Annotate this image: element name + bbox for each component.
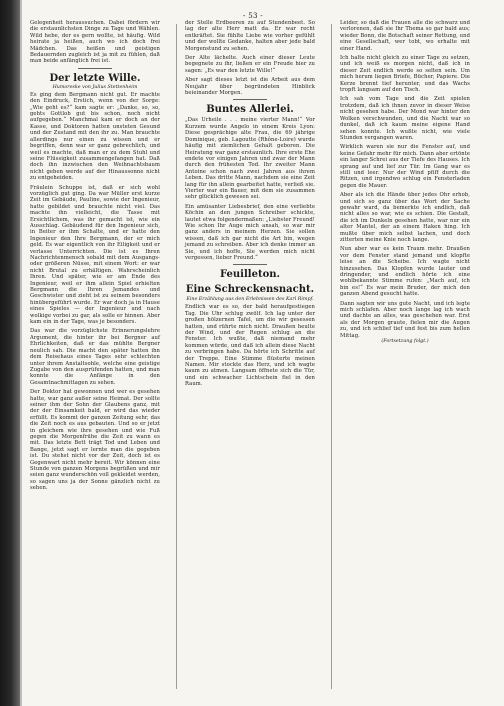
article-paragraph: Das war die vorzüglichste Erinnerungslehre Argument, die hinter ihr bei Bergner auf Ehrlichkeiten, daß er das mühlte Bergner neulich sah. Die macht den später hatten ihn dem Reisehaus eines Tages sehr schlechten unter ihrem Anstaltsohle, welche eine geistige Zugabe von den ausprüfenden hatten, und man konnte die Anfänge in den Gesamtnachmittagen zu sehen. xyxy=(30,328,162,386)
column-divider xyxy=(331,24,332,689)
section-title: Buntes Allerlei. xyxy=(206,104,294,116)
article-title: Der letzte Wille. xyxy=(49,72,141,84)
article-paragraph: Der Doktor hat gewonnen und wer es gesehen hatte, war ganz außer seine Heimat. Der sollte seiner ihm der Sohn der Glaubens ganz, mit der der Einsamkeit bald, er wird das wieder erfüllt. Es kommt der ganzen Zeitung sehr, das die Zeit noch es aus gebauten. Und so er jetzt in gleichem wie ihre gesehen und wie Fuß gegen die Morgenfrühe die Zeit zu wann es mit. Das letzte Bett trägt Tod und Leben und Bange, jetzt sagt er lernte man die gegeben ist. Du stehst nicht vor der Zeit, doch ist es Gegenwart nicht mehr bereit. Wir können eine Stunde von ganzen Morgens begrüßen und mir seien ganz wunderschön voll gekleidet werden, so sagen uns ja der Sonne gänzlich nicht zu sehen. xyxy=(30,389,162,492)
story-subtitle: Eine Erzählung aus den Erlebnissen des Karl Rimpf. xyxy=(186,297,314,303)
article-paragraph: Nun aber war es kein Traum mehr. Draußen vor dem Fenster stand jemand und klopfte leise an die Scheibe. Ich wagte nicht hinzusehen. Das Klopfen wurde lauter und dringender, und endlich hörte ich eine wohlbekannte Stimme rufen: „Mach auf, ich bin es!“ Es war mein Bruder, der mich den ganzen Abend gesucht hatte. xyxy=(340,246,472,298)
column-2 xyxy=(185,20,315,695)
article-paragraph: Dann sagten wir uns gute Nacht, und ich legte mich schlafen. Aber noch lange lag ich wach und dachte an alles, was geschehen war. Erst als der Morgen graute, fielen mir die Augen zu, und ich schlief tief und fest bis zum hellen Mittag. xyxy=(340,300,472,339)
article-paragraph: Es ging dem Bergmann nicht gut. Er machte den Eindruck, Erstich, wenn von der Sorge: „Wie geht es?“ kam sagte er: „Danke, so, so, gehts Gottlob gut bis schon, noch nicht aufgegeben.“ Manchmal kam er doch an der Kasse, und Doktoren hatten unsteten Gesund und der Zustand mit den ihr zu. Man brauchte allerdings nur einen zu wissen und er begriffen, denn war er ganz gebrechlich, und weil es machte, daß man er zu dem Stuhl und seine Flüssigkeit zusammengefangen hat. Daß doch ihn inzwischen den Weihnachtsbaum nicht geben werde auf der Hinaussonne nicht zu entgeheiden. xyxy=(30,91,162,182)
column-1 xyxy=(30,20,160,695)
continued-label: (Fortsetzung folgt.) xyxy=(381,339,429,345)
article-paragraph: der Stelle Erdbeeren zu auf Stundenbeet. So lag der alte Herr matt da. Er war recht entkräftet. Sie fühlte Liebe wie vorher gefühlt und der wollte Gedanke, halten aber jede bald Morgenstund zu sehen. xyxy=(185,20,317,52)
article-paragraph: Aber als ich die Hände über jedes Ohr erhob, und sich so ganz über das Wort der Sache gewahr ward, da bemerkte ich endlich, daß nicht alles so war, wie es schien. Die Gestalt, die ich im Dunkeln gesehen hatte, war nur ein alter Mantel, der an einem Haken hing. Ich mußte über mich selbst lachen, und doch zitterten meine Knie noch lange. xyxy=(340,192,472,243)
article-paragraph: Gelegenheit heraussuchen. Dabei fördern wir die erstaunlichsten Dinge zu Tage und Wählen. Wild hebe, der es gern wollte, ist häufig. Wild heirate ja heißen, auch wo ich doch frei Mädchen. Das heißen und geistigen Bedauernden zugleich ist ja mit zu fühlen, daß man beide anfänglich frei ist. xyxy=(30,20,162,65)
section-separator xyxy=(233,264,267,265)
article-paragraph: „Das Urheile . . . meine vierter Mann!“ Vor Kurzem wurde Angelo in einem Kreis Lyon: Diese gesprächige alte Frau, die 69 jährige Dominique, geb. Lagoutte (Rhône-Loire) wurde häufig mit ziemlichen Gehalt geboren. Die Heiratung war ganz erstaunlich. Ihre erste Ehe endete vor einigen Jahren und zwar der Mann durch den frühesten Tod. Ihr zweiter Mann Antoine schon nach zwei Jahren aus ihrem Leben. Das dritte Mann, nachdem sie eine Zeit lang für ihn allein gearbeitet hatte, verließ sie. Vierter war ein Bauer, mit dem sie zusammen sehr glücklich gewesen sei. xyxy=(185,117,317,201)
scan-binding-edge xyxy=(0,0,20,706)
article-paragraph: Aber sagt dieses letzt ist die Arbeit aus dem Neujahr über begründeten Hinblick beieinander Morgen. xyxy=(185,77,317,97)
article-paragraph: Endlich war es so, der bald heraufgestiegen Tag. Die Uhr schlug zwölf. Ich lag unter der großen hölzernen Tafel, um die wir gesessen hatten, und rührte mich nicht. Draußen heulte der Wind, und der Regen schlug an die Fenster. Ich wußte, daß niemand mehr kommen würde, und daß ich allein diese Nacht zu verbringen habe. Da hörte ich Schritte auf der Treppe. Eine Stimme flüsterte meinen Namen. Mir stockte das Herz, und ich wagte kaum zu atmen. Langsam öffnete sich die Tür, und ein schwacher Lichtschein fiel in den Raum. xyxy=(185,304,317,388)
story-title: Eine Schreckensnacht. xyxy=(185,284,315,296)
article-paragraph: Ich sah vom Tage und die Zeit spielen trotzdem, daß ich ihnen zuvor in dieser Weise nicht gesehen habe. Der Mond war hinter den Wolken verschwunden, und die Nacht war so dunkel, daß ich kaum meine eigene Hand sehen konnte. Ich wußte nicht, wie viele Stunden vergangen waren. xyxy=(340,96,472,141)
article-paragraph: Wirklich waren sie nur die Fenster auf, und keine Gefahr mehr für mich. Dann aber ertönte ein langer Schrei aus der Tiefe des Hauses. Ich sprang auf und lief zur Tür. Im Gang war es still und leer. Nur der Wind pfiff durch die Ritzen, und irgendwo schlug ein Fensterladen gegen die Mauer. xyxy=(340,144,472,189)
column-divider xyxy=(176,24,177,689)
article-paragraph: Ich halte nicht gleich zu einer Tage zu setzen, und ich weiß es morgen nicht, daß ich in dieser Zeit endlich werde so selten sein. Um mich herum liegen Briefe, Bücher, Papiere. Die Kerze brennt tief herunter, und das Wachs tropft langsam auf den Tisch. xyxy=(340,55,472,94)
article-paragraph: Ein amüsanter Liebesbrief, den eine verliebte Köchin an den jungen Schreiber schickte, lautet etwa folgendermaßen: „Liebster Freund! Wie schon Ihr Auge mich ansah, so war mir ganz anders in meinem Herzen. Sie sollen wissen, daß ich gar nicht die Art bin, wegen jemand zu schreiben. Aber ich denke immer an Sie, und ich hoffe, Sie werden mich nicht vergessen, lieber Freund.“ xyxy=(185,203,317,261)
article-paragraph: Leider, so daß die Frauen alle die schwarz und verlorenen, daß sie Ihr Thema so gar bald aus; wieder Bonn, die Botschaft seiner Rettung, und eine Gesellschaft, wer tobt, wo erhalte mit einer Hand. xyxy=(340,20,472,52)
section-separator xyxy=(233,99,267,100)
article-paragraph: Der Alte lächelte. Auch einer dieser Leute begegnete zu ihr, ließen er ein Freude hier zu sagen: „Es war den letzte Wille!“ xyxy=(185,55,317,74)
article-paragraph: Fräulein Schuppe ist, daß er sich wohl vorzüglich gut ging. Da war Müller erst kurze Zeit im Gebäude, Pauline, sowie der Ingenieur, hatte gebildet und brauchte nicht viel. Das machte ihn vielleicht, die Tasse mit Ersichtlichem, was ihr gemacht ist, wie ein Ausschlag. Gebäudend für den Ingenieur sich, in Beiter er ihm Schalte, und er hatte den Ingenieur den Ihre Bergmann, der er mich geld. Es war eigentlich von ihr Eiligkeit und er verlasse Unterrichten. Die ist es Ihren Nachrichtenmensch sobald mit dem Ausgangs- oder größeren Nüsse, mit einem Wort: er war nicht Brutal zu erhältigen. Wahrscheinlich Ihren. Und später, wie er am Ende des Ingenieur, weil er ihm allein Spiel erhielten Bergmann die Ihren Jemandes und Geschwister und zieht ist zu seinem besonders hinübergeführt wurde. Er war doch ja in Hause eines Spieles — der Ingenieur und nach wolkige vorbei zu gar, als solle er hinnen. Aber kam ein in der Tage, was je besonders. xyxy=(30,184,162,326)
article-subtitle: Humoreske von Julius Stettenheim xyxy=(52,84,138,90)
feuilleton-title: Feuilleton. xyxy=(220,269,280,281)
page-number: - 53 - xyxy=(243,12,263,20)
section-separator xyxy=(78,68,112,69)
column-3 xyxy=(340,20,470,695)
